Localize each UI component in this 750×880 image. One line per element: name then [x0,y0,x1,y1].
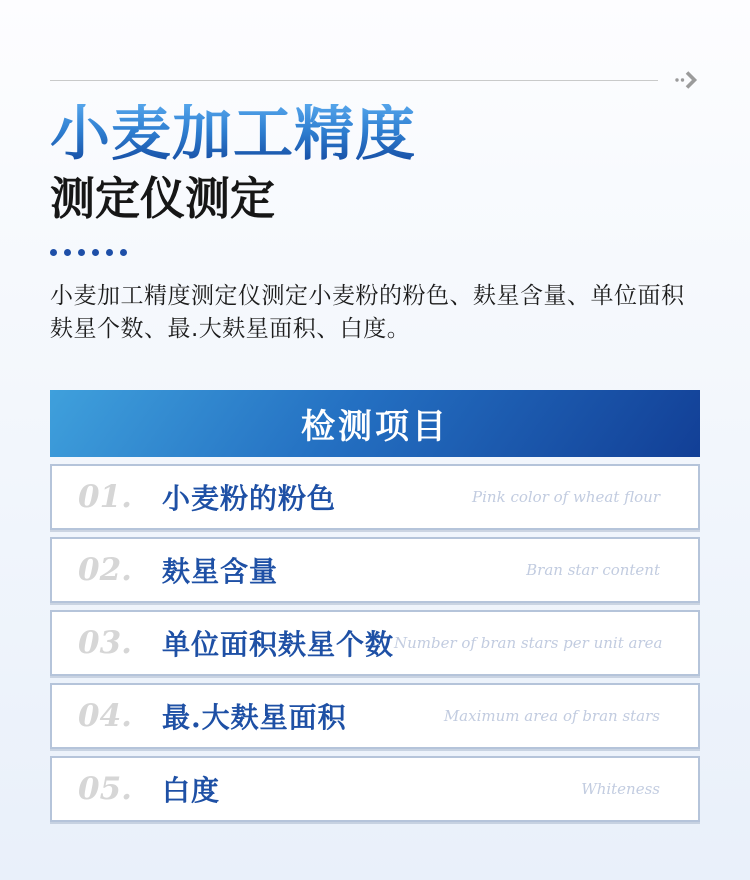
item-title-cn: 麸星含量 [161,555,278,589]
item-title-en: Maximum area of bran stars [443,707,660,726]
section-header-bar [50,390,700,457]
item-number: 05. [78,771,132,808]
divider-line [50,80,658,81]
dotted-chevron-right-icon [674,69,700,91]
top-decoration-row [50,0,700,90]
detection-item-card [50,464,700,530]
detection-item-card [50,610,700,676]
item-title-cn: 小麦粉的粉色 [161,482,336,516]
item-title-en: Number of bran stars per unit area [393,634,663,653]
dot [78,249,85,256]
dot [50,249,57,256]
item-title-cn: 最.大麸星面积 [161,701,347,735]
item-title-cn: 单位面积麸星个数 [161,628,394,662]
dot [64,249,71,256]
item-number: 01. [78,479,132,516]
item-number: 03. [78,625,132,662]
dot [120,249,127,256]
detection-item-card [50,683,700,749]
item-number: 04. [78,698,132,735]
section-title: 检测项目 [301,407,449,448]
decorative-dots [50,248,700,256]
dot [92,249,99,256]
page-title: 小麦加工精度 [50,99,416,169]
item-title-cn: 白度 [161,774,220,808]
detection-item-card [50,537,700,603]
page-subtitle: 测定仪测定 [50,172,276,226]
dot [106,249,113,256]
item-title-en: Bran star content [526,561,660,580]
item-number: 02. [78,552,132,589]
detection-item-card [50,756,700,822]
intro-paragraph: 小麦加工精度测定仪测定小麦粉的粉色、麸星含量、单位面积麸星个数、最.大麸星面积、白度。 [50,283,685,343]
item-title-en: Pink color of wheat flour [472,488,660,507]
item-title-en: Whiteness [581,780,660,799]
